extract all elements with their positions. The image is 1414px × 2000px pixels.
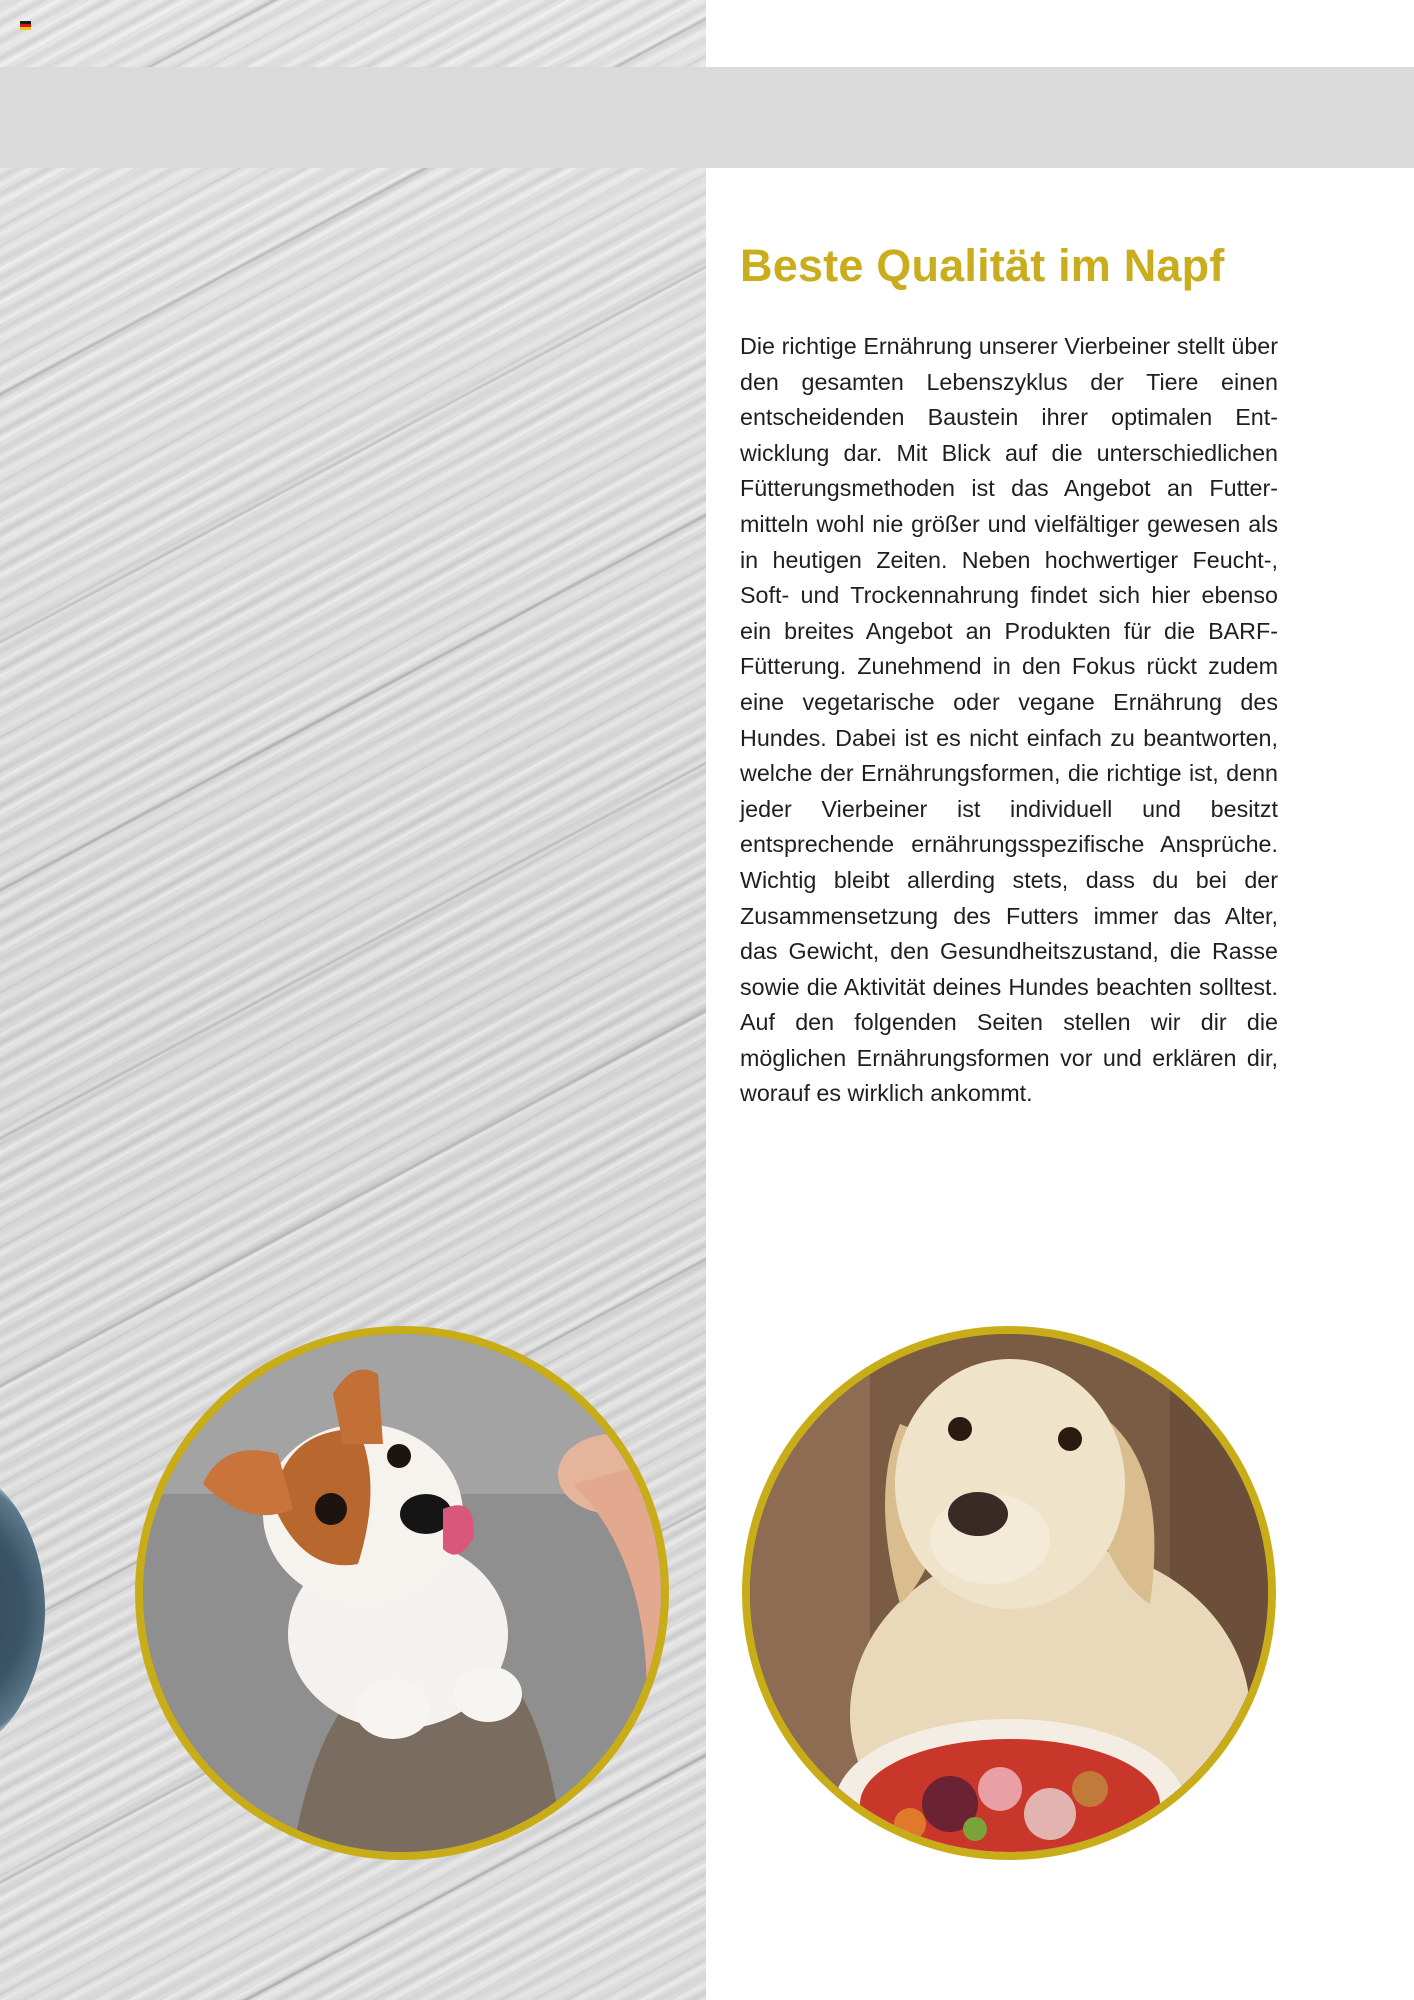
page-title: Beste Qualität im Napf (740, 240, 1225, 291)
header-band (0, 67, 1414, 168)
terrier-illustration (143, 1334, 661, 1852)
terrier-photo (135, 1326, 669, 1860)
body-paragraph: Die richtige Ernährung unserer Vierbeiner stellt über den gesamten Lebenszyklus der Tiere einen entscheidenden Baustein ihrer optimalen Entwicklung dar. Mit Blick auf die unterschiedlichen Fütterungsmethoden ist das Angebot an Futtermitteln wohl nie größer und vielfältiger gewesen als in heutigen Zeiten. Neben hochwertiger Feucht-, Soft- und Trockennahrung findet sich hier ebenso ein breites Angebot an Produkten für die BARF-Fütterung. Zunehmend in den Fokus rückt zudem eine vegetarische oder vegane Ernährung des Hundes. Dabei ist es nicht einfach zu beantworten, welche der Ernährungsformen, die richtige ist, denn jeder Vierbeiner ist individuell und besitzt entsprechende ernährungsspezifische Ansprüche. Wichtig bleibt allerding stets, dass du bei der Zusammensetzung des Futters immer das Alter, das Gewicht, den Gesundheitszustand, die Rasse sowie die Aktivität deines Hundes beachten solltest. Auf den folgenden Seiten stellen wir dir die möglichen Ernährungsformen vor und erklären dir, worauf es wirklich ankommt. (740, 333, 1278, 1107)
retriever-photo (742, 1326, 1276, 1860)
retriever-illustration (750, 1334, 1268, 1852)
german-flag-icon (20, 21, 31, 30)
